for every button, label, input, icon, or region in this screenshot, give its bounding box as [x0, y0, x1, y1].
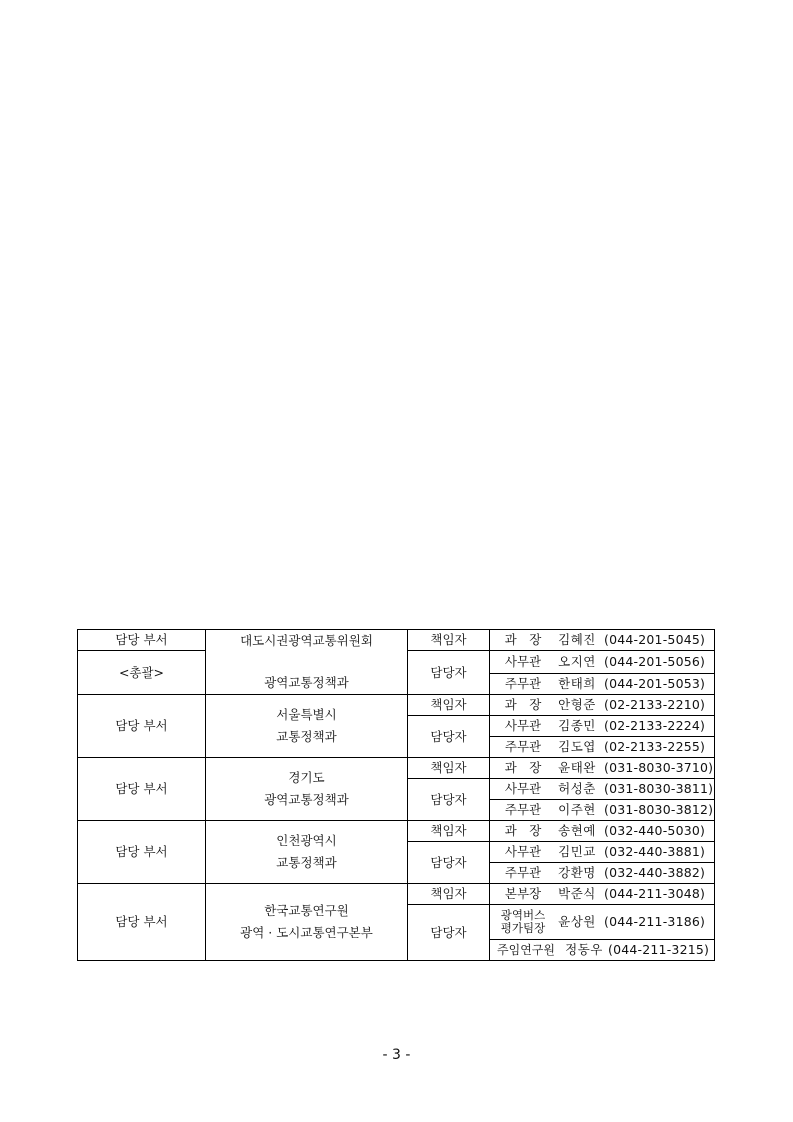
person-name: 오지연	[558, 654, 596, 669]
person-title: 사무관	[504, 718, 542, 733]
person-cell	[490, 821, 715, 842]
person-title: 주임연구원	[497, 943, 555, 957]
person-phone: (044-201-5056)	[604, 654, 706, 669]
responsible-label: 책임자	[408, 821, 490, 842]
staff-label: 담당자	[408, 716, 490, 758]
org-name-line1: 한국교통연구원	[264, 903, 349, 918]
person-cell	[490, 716, 715, 737]
person-phone: (032-440-3881)	[604, 844, 706, 859]
person-cell	[490, 800, 715, 821]
org-name-line2: 교통정책과	[276, 855, 337, 870]
dept-label: 담당 부서	[78, 695, 206, 758]
person-name: 허성춘	[558, 781, 596, 796]
person-cell	[490, 651, 715, 674]
page-number: - 3 -	[382, 1047, 411, 1063]
person-phone: (044-211-3048)	[604, 886, 706, 901]
dept-label-sub: <총괄>	[78, 651, 206, 695]
person-name: 김도엽	[558, 739, 596, 754]
contact-table	[77, 629, 715, 961]
org-name-line1: 대도시권광역교통위원회	[240, 633, 373, 648]
responsible-label: 책임자	[408, 758, 490, 779]
person-name: 윤상원	[558, 914, 596, 929]
responsible-label: 책임자	[408, 695, 490, 716]
person-cell	[490, 884, 715, 905]
org-name	[206, 884, 408, 961]
person-name: 김종민	[558, 718, 596, 733]
person-phone: (031-8030-3710)	[604, 760, 714, 775]
person-name: 김혜진	[558, 632, 596, 647]
person-cell	[490, 905, 715, 940]
dept-label: 담당 부서	[78, 630, 206, 651]
person-title: 본부장	[504, 886, 542, 901]
person-name: 강환명	[558, 865, 596, 880]
person-phone: (044-201-5053)	[604, 676, 706, 691]
person-title: 주무관	[504, 802, 542, 817]
org-name-line1: 경기도	[288, 770, 325, 785]
person-phone: (044-211-3186)	[604, 914, 706, 929]
person-cell	[490, 940, 715, 961]
person-cell	[490, 630, 715, 651]
person-title: 사무관	[504, 781, 542, 796]
table-row	[78, 630, 715, 651]
org-name-line2: 교통정책과	[276, 729, 337, 744]
person-phone: (02-2133-2210)	[604, 697, 706, 712]
person-phone: (044-201-5045)	[604, 632, 706, 647]
person-name: 김민교	[558, 844, 596, 859]
org-name-line1: 인천광역시	[276, 833, 337, 848]
staff-label: 담당자	[408, 779, 490, 821]
staff-label: 담당자	[408, 905, 490, 961]
person-phone: (032-440-3882)	[604, 865, 706, 880]
org-name	[206, 695, 408, 758]
org-name-line2: 광역교통정책과	[264, 675, 349, 690]
person-phone: (031-8030-3812)	[604, 802, 714, 817]
person-cell	[490, 674, 715, 695]
responsible-label: 책임자	[408, 884, 490, 905]
staff-label: 담당자	[408, 651, 490, 695]
table-row	[78, 695, 715, 716]
person-cell	[490, 863, 715, 884]
person-cell	[490, 842, 715, 863]
person-cell	[490, 695, 715, 716]
person-title: 과 장	[504, 760, 542, 775]
person-cell	[490, 758, 715, 779]
person-title: 광역버스 평가팀장	[500, 908, 546, 935]
table-row	[78, 884, 715, 905]
person-name: 윤태완	[558, 760, 596, 775]
person-phone: (02-2133-2255)	[604, 739, 706, 754]
person-phone: (044-211-3215)	[608, 942, 710, 957]
person-title: 과 장	[504, 632, 542, 647]
person-title: 과 장	[504, 823, 542, 838]
person-cell	[490, 737, 715, 758]
org-name-line1: 서울특별시	[276, 707, 337, 722]
dept-label: 담당 부서	[78, 821, 206, 884]
dept-label: 담당 부서	[78, 884, 206, 961]
person-title: 사무관	[504, 654, 542, 669]
staff-label: 담당자	[408, 842, 490, 884]
person-phone: (032-440-5030)	[604, 823, 706, 838]
person-name: 이주현	[558, 802, 596, 817]
org-name-line2: 광역 · 도시교통연구본부	[240, 925, 373, 940]
person-name: 송현예	[558, 823, 596, 838]
person-title: 주무관	[504, 739, 542, 754]
person-title: 과 장	[504, 697, 542, 712]
person-phone: (02-2133-2224)	[604, 718, 706, 733]
org-name-line2: 광역교통정책과	[264, 792, 349, 807]
person-name: 정동우	[565, 942, 603, 957]
person-title: 사무관	[504, 844, 542, 859]
table-row	[78, 758, 715, 779]
person-title: 주무관	[504, 676, 542, 691]
org-name	[206, 821, 408, 884]
dept-label: 담당 부서	[78, 758, 206, 821]
person-cell	[490, 779, 715, 800]
responsible-label: 책임자	[408, 630, 490, 651]
person-name: 박준식	[558, 886, 596, 901]
table-row	[78, 821, 715, 842]
org-name	[206, 630, 408, 695]
person-title: 주무관	[504, 865, 542, 880]
org-name	[206, 758, 408, 821]
person-name: 한태희	[558, 676, 596, 691]
person-name: 안형준	[558, 697, 596, 712]
person-phone: (031-8030-3811)	[604, 781, 714, 796]
